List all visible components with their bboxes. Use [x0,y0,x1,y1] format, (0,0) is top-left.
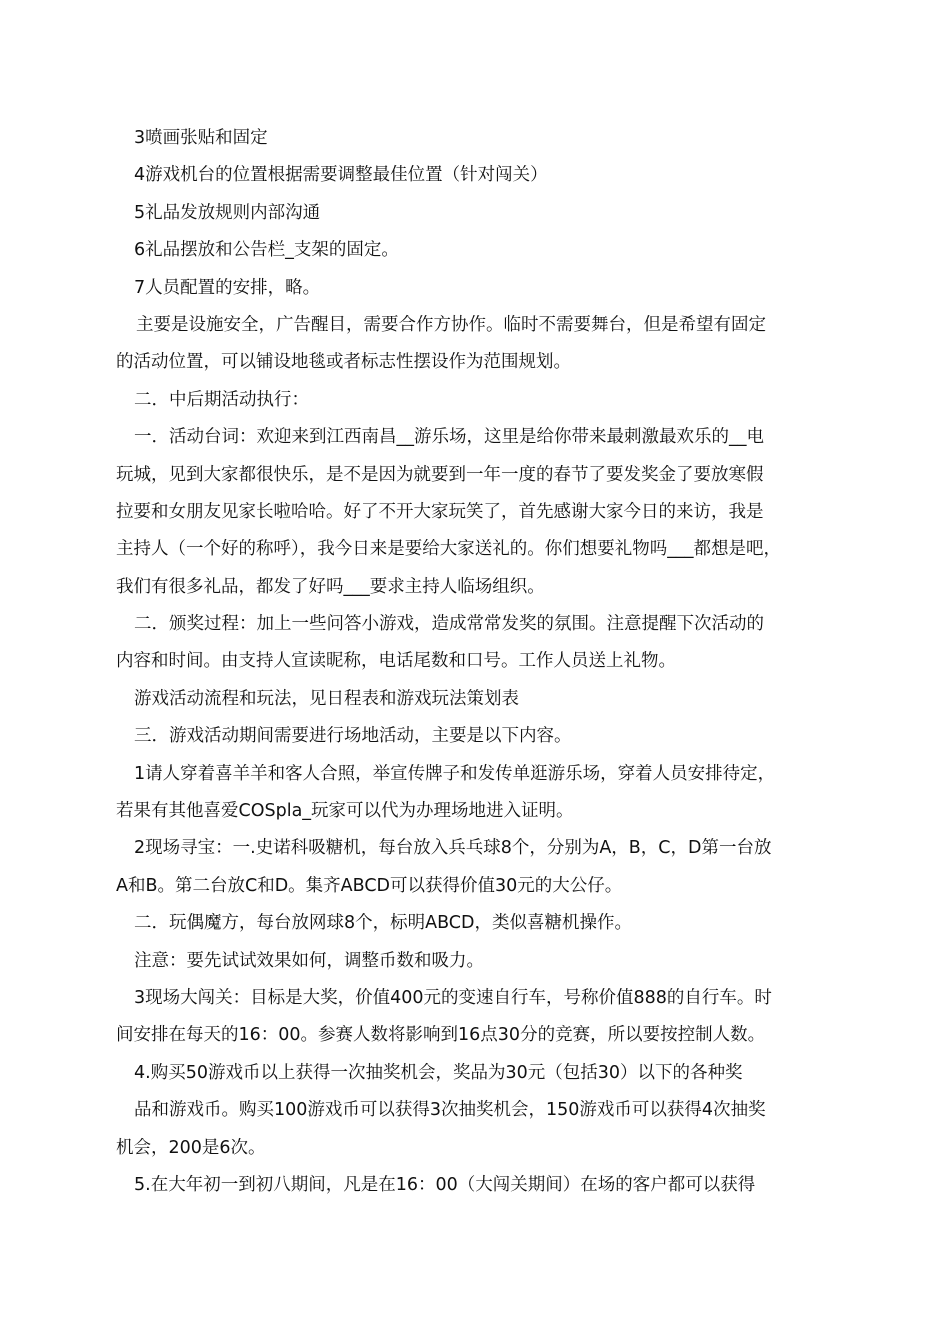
text-line: 主持人（一个好的称呼），我今日来是要给大家送礼的。你们想要礼物吗___都想是吧， [116,539,781,560]
text-line: 玩城，见到大家都很快乐，是不是因为就要到一年一度的春节了要发奖金了要放寒假 [116,464,764,485]
text-line: 4.购买50游戏币以上获得一次抽奖机会，奖品为30元（包括30）以下的各种奖 [134,1062,743,1083]
text-line: 3喷画张贴和固定 [134,128,268,148]
text-line: 游戏活动流程和玩法，见日程表和游戏玩法策划表 [134,688,519,709]
text-line: 二．玩偶魔方，每台放网球8个，标明ABCD，类似喜糖机操作。 [134,913,632,934]
text-line: 1请人穿着喜羊羊和客人合照，举宣传牌子和发传单逛游乐场，穿着人员安排待定， [134,763,776,784]
text-line: 内容和时间。由支持人宣读昵称，电话尾数和口号。工作人员送上礼物。 [116,651,676,672]
text-line: 二．中后期活动执行： [134,389,309,410]
text-line: 一．活动台词：欢迎来到江西南昌__游乐场，这里是给你带来最刺激最欢乐的__电 [134,427,764,448]
text-line: 4游戏机台的位置根据需要调整最佳位置（针对闯关） [134,165,548,186]
text-line: 主要是设施安全，广告醒目，需要合作方协作。临时不需要舞台，但是希望有固定 [136,314,766,335]
text-line: 二．颁奖过程：加上一些问答小游戏，造成常常发奖的氛围。注意提醒下次活动的 [134,614,764,635]
text-line: 注意：要先试试效果如何，调整币数和吸力。 [134,950,484,971]
text-line: 间安排在每天的16：00。参赛人数将影响到16点30分的竞赛，所以要按控制人数。 [116,1025,766,1046]
text-line: 5礼品发放规则内部沟通 [134,202,321,223]
text-line: 若果有其他喜爱COSpla_玩家可以代为办理场地进入证明。 [116,801,574,822]
text-line: 2现场寻宝：一.史诺科吸糖机，每台放入兵乓球8个，分别为A，B，C，D第一台放 [134,838,772,859]
text-line: 我们有很多礼品，都发了好吗___要求主持人临场组织。 [116,576,545,597]
text-line: A和B。第二台放C和D。集齐ABCD可以获得价值30元的大公仔。 [116,875,623,896]
text-line: 的活动位置，可以铺设地毯或者标志性摆设作为范围规划。 [116,352,571,373]
text-line: 三．游戏活动期间需要进行场地活动，主要是以下内容。 [134,726,572,747]
text-line: 5.在大年初一到初八期间，凡是在16：00（大闯关期间）在场的客户都可以获得 [134,1174,756,1195]
text-line: 3现场大闯关：目标是大奖，价值400元的变速自行车，号称价值888的自行车。时 [134,987,772,1008]
text-line: 6礼品摆放和公告栏_支架的固定。 [134,240,399,261]
text-line: 7人员配置的安排，略。 [134,277,321,298]
text-line: 品和游戏币。购买100游戏币可以获得3次抽奖机会，150游戏币可以获得4次抽奖 [134,1100,766,1121]
text-line: 拉要和女朋友见家长啦哈哈。好了不开大家玩笑了，首先感谢大家今日的来访，我是 [116,501,764,522]
document-body [116,120,840,1204]
text-line: 机会，200是6次。 [116,1137,266,1158]
